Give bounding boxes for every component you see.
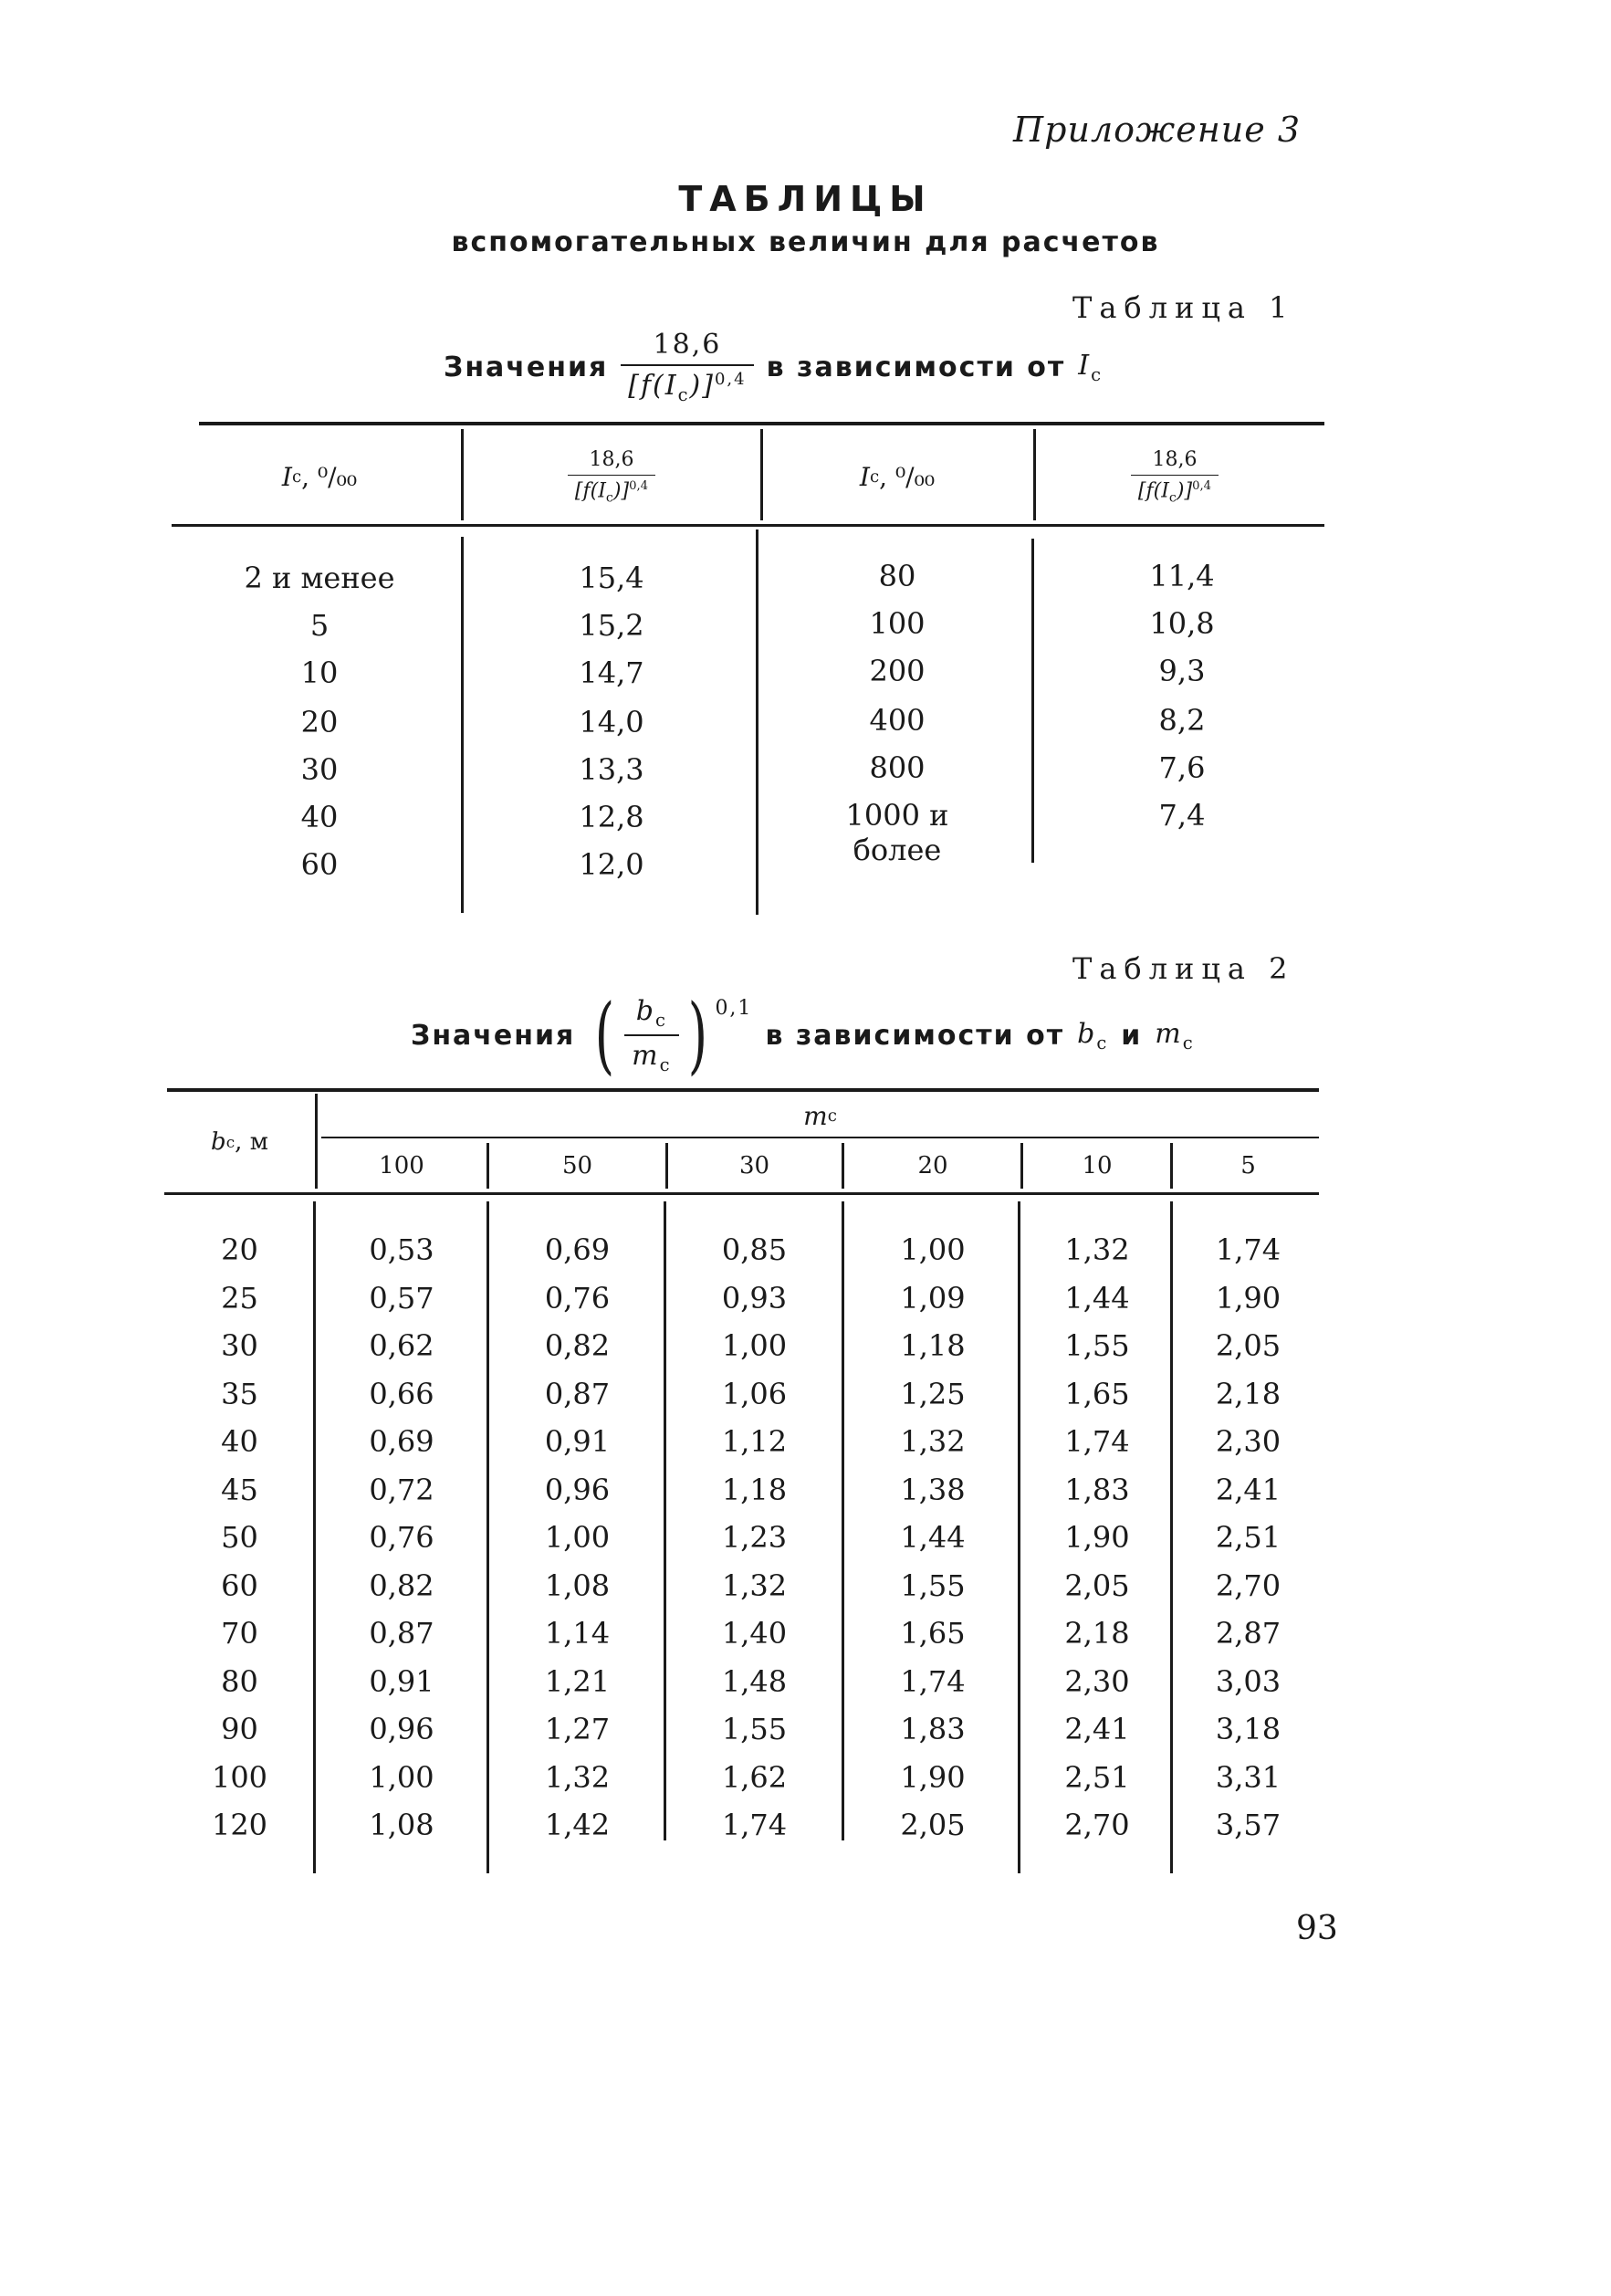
- table-cell: 20: [300, 705, 339, 739]
- table1-header-ic-left: I с , ⁰/₀₀: [281, 462, 358, 492]
- table-cell: 3,18: [1215, 1712, 1281, 1746]
- table-row-header: 45: [221, 1473, 258, 1507]
- table1-label: Таблица 1: [1072, 290, 1295, 325]
- table-cell: 2,70: [1215, 1568, 1281, 1603]
- table-cell: 10,8: [1149, 606, 1215, 641]
- table-cell: 1,32: [721, 1568, 788, 1603]
- table-cell: 11,4: [1149, 559, 1215, 593]
- table1-top-rule: [199, 422, 1324, 425]
- table-cell: 1,48: [721, 1664, 788, 1699]
- table-cell: 14,0: [579, 705, 644, 739]
- table-cell: 1,18: [721, 1473, 788, 1507]
- table2-header-m-10: 10: [1082, 1152, 1113, 1179]
- table2-caption-prefix: Значения: [411, 1019, 576, 1052]
- table-cell: 2,05: [900, 1808, 966, 1842]
- table-cell: 8,2: [1158, 703, 1206, 738]
- table-cell: 0,91: [369, 1664, 434, 1699]
- page-subtitle: вспомогательных величин для расчетов: [451, 226, 1160, 258]
- table2-header-m-30: 30: [738, 1152, 770, 1179]
- table-cell: 7,6: [1158, 750, 1206, 785]
- table-cell: 1,90: [900, 1760, 966, 1795]
- table2-caption-formula: ( $\frac{b_с}{m_с}$ ) $^{0,1}$: [594, 986, 753, 1084]
- table2-header-m-20: 20: [917, 1152, 948, 1179]
- table1-caption-suffix: в зависимости от: [766, 351, 1066, 383]
- table-cell: 0,82: [369, 1568, 434, 1603]
- table-cell: 40: [300, 800, 339, 834]
- table1-header-rule: [172, 524, 1324, 527]
- table1-header-ic-right: I с , ⁰/₀₀: [859, 462, 936, 492]
- table1-caption: [444, 329, 1103, 405]
- table-row-header: 25: [221, 1281, 258, 1316]
- table-cell: 7,4: [1158, 798, 1206, 833]
- table-row-header: 70: [221, 1616, 258, 1651]
- table1-caption-frac-num: 18,6: [653, 329, 722, 361]
- table-cell: 0,85: [721, 1232, 788, 1267]
- table-cell: 1,27: [544, 1712, 611, 1746]
- table-cell: 30: [300, 752, 339, 787]
- table-cell: 1,00: [721, 1328, 788, 1363]
- table-cell: 2,05: [1064, 1568, 1130, 1603]
- table1-caption-var: $I_с$: [1078, 349, 1104, 385]
- table-cell: 0,57: [369, 1281, 434, 1316]
- table-cell: 2,87: [1215, 1616, 1281, 1651]
- table-cell: 12,8: [579, 800, 644, 834]
- table-row-header: 35: [221, 1377, 258, 1411]
- table2-header-m: m с: [803, 1100, 837, 1131]
- table-cell: 0,87: [369, 1616, 434, 1651]
- table-cell: 2,18: [1064, 1616, 1130, 1651]
- table-cell: 1,65: [900, 1616, 966, 1651]
- table-cell: 3,03: [1215, 1664, 1281, 1699]
- table-cell: 2,30: [1215, 1424, 1281, 1459]
- table-cell: 2,18: [1215, 1377, 1281, 1411]
- table-cell: 1,25: [900, 1377, 966, 1411]
- table-cell: 1,55: [721, 1712, 788, 1746]
- table-cell: 1,74: [721, 1808, 788, 1842]
- table-cell: 1,74: [1064, 1424, 1130, 1459]
- table2-header-m-5: 5: [1240, 1152, 1256, 1179]
- table-cell: 0,93: [721, 1281, 788, 1316]
- table-cell: 3,31: [1215, 1760, 1281, 1795]
- page-title: ТАБЛИЦЫ: [678, 179, 933, 219]
- table-cell: 0,69: [369, 1424, 434, 1459]
- table2-header-b: b с , м: [211, 1128, 268, 1156]
- table-cell: 15,4: [579, 561, 644, 595]
- table-cell: 9,3: [1158, 654, 1206, 688]
- table-row-header: 90: [221, 1712, 258, 1746]
- table-row-header: 50: [221, 1520, 258, 1555]
- table-cell: 5: [309, 608, 330, 643]
- table-row-header: 20: [221, 1232, 258, 1267]
- table-cell: 1,21: [544, 1664, 611, 1699]
- table-cell: 2,30: [1064, 1664, 1130, 1699]
- table1-caption-frac-den: $[f(I_с)]^{0,4}$: [621, 364, 753, 405]
- table-cell: 1000 и: [845, 798, 949, 833]
- table-cell: 0,76: [544, 1281, 611, 1316]
- table-cell: 1,38: [900, 1473, 966, 1507]
- table-cell: 0,66: [369, 1377, 434, 1411]
- table-cell: 0,76: [369, 1520, 434, 1555]
- table-cell: 100: [869, 606, 926, 641]
- appendix-label: Приложение 3: [1013, 110, 1301, 150]
- table-cell: 1,12: [721, 1424, 788, 1459]
- table-cell: 0,82: [544, 1328, 611, 1363]
- table-cell: 60: [300, 847, 339, 882]
- table-cell: более: [853, 833, 942, 867]
- table-cell: 0,53: [369, 1232, 434, 1267]
- table-cell: 1,18: [900, 1328, 966, 1363]
- table-cell: 0,96: [544, 1473, 611, 1507]
- table-cell: 2,41: [1064, 1712, 1130, 1746]
- table-cell: 1,32: [544, 1760, 611, 1795]
- table-cell: 13,3: [579, 752, 644, 787]
- table-cell: 2,70: [1064, 1808, 1130, 1842]
- table-row-header: 40: [221, 1424, 258, 1459]
- table-cell: 1,65: [1064, 1377, 1130, 1411]
- table-cell: 0,72: [369, 1473, 434, 1507]
- table-cell: 1,00: [900, 1232, 966, 1267]
- table-cell: 1,08: [544, 1568, 611, 1603]
- table2-top-rule: [167, 1088, 1319, 1092]
- table1-caption-fraction: [621, 329, 753, 405]
- table-cell: 1,44: [900, 1520, 966, 1555]
- table-cell: 2,05: [1215, 1328, 1281, 1363]
- table-cell: 0,91: [544, 1424, 611, 1459]
- table-cell: 0,96: [369, 1712, 434, 1746]
- page-number: 93: [1296, 1910, 1338, 1947]
- table2-caption: Значения ( $\frac{b_с}{m_с}$ ) $^{0,1}$ в зависимости от $b_с$ и $m_с$: [411, 986, 1195, 1084]
- table-cell: 1,90: [1215, 1281, 1281, 1316]
- table-row-header: 100: [211, 1760, 268, 1795]
- table-cell: 80: [878, 559, 916, 593]
- table-cell: 2,51: [1064, 1760, 1130, 1795]
- table-cell: 1,83: [900, 1712, 966, 1746]
- table-cell: 12,0: [579, 847, 644, 882]
- table-cell: 14,7: [579, 655, 644, 690]
- table-cell: 2,51: [1215, 1520, 1281, 1555]
- table-cell: 1,90: [1064, 1520, 1130, 1555]
- table-cell: 1,74: [900, 1664, 966, 1699]
- table-cell: 1,83: [1064, 1473, 1130, 1507]
- table1-header-value-right: $\frac{18,6}{[f(I_с)]^{0,4}}$: [1038, 434, 1312, 520]
- table1-caption-prefix: Значения: [444, 351, 609, 383]
- table-cell: 1,00: [369, 1760, 434, 1795]
- table-cell: 0,87: [544, 1377, 611, 1411]
- table-cell: 800: [869, 750, 926, 785]
- table-cell: 1,62: [721, 1760, 788, 1795]
- table2-group-rule: [321, 1137, 1319, 1138]
- table-cell: 3,57: [1215, 1808, 1281, 1842]
- table-row-header: 30: [221, 1328, 258, 1363]
- table-cell: 10: [300, 655, 339, 690]
- table-row-header: 60: [221, 1568, 258, 1603]
- table-cell: 1,09: [900, 1281, 966, 1316]
- table-cell: 1,55: [1064, 1328, 1130, 1363]
- table-cell: 0,69: [544, 1232, 611, 1267]
- table-cell: 1,06: [721, 1377, 788, 1411]
- table-cell: 1,08: [369, 1808, 434, 1842]
- table-cell: 1,14: [544, 1616, 611, 1651]
- table-cell: 0,62: [369, 1328, 434, 1363]
- table2-header-m-100: 100: [379, 1152, 424, 1179]
- table2-label: Таблица 2: [1072, 951, 1295, 986]
- table-cell: 1,23: [721, 1520, 788, 1555]
- table-cell: 1,40: [721, 1616, 788, 1651]
- table-cell: 1,74: [1215, 1232, 1281, 1267]
- table-cell: 200: [869, 654, 926, 688]
- table-cell: 1,32: [900, 1424, 966, 1459]
- table1-header-value-left: $\frac{18,6}{[f(I_с)]^{0,4}}$: [466, 434, 758, 520]
- table2-header-rule: [164, 1192, 1319, 1195]
- table2-caption-suffix: в зависимости от: [765, 1019, 1065, 1052]
- table-row-header: 120: [211, 1808, 268, 1842]
- table-cell: 1,44: [1064, 1281, 1130, 1316]
- table-cell: 1,55: [900, 1568, 966, 1603]
- table-row-header: 80: [221, 1664, 258, 1699]
- table-cell: 1,00: [544, 1520, 611, 1555]
- table-cell: 15,2: [579, 608, 644, 643]
- table-cell: 2 и менее: [244, 561, 395, 595]
- table2-header-m-50: 50: [561, 1152, 593, 1179]
- table-cell: 2,41: [1215, 1473, 1281, 1507]
- table-cell: 400: [869, 703, 926, 738]
- table-cell: 1,42: [544, 1808, 611, 1842]
- table-cell: 1,32: [1064, 1232, 1130, 1267]
